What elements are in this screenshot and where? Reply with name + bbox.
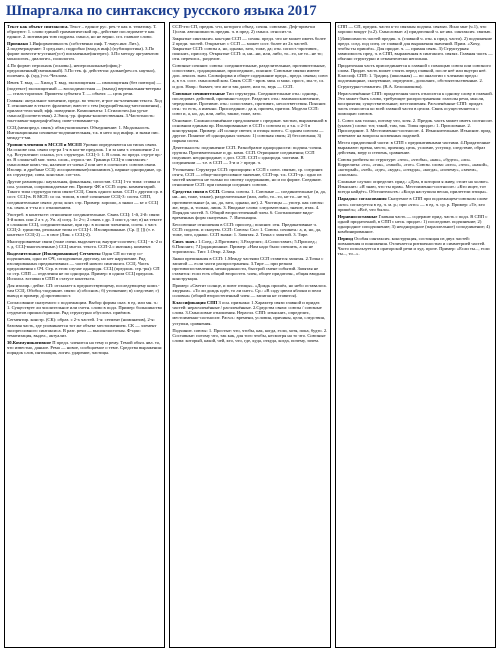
block-heading: Средства связи в ССП.	[172, 189, 222, 195]
text-block	[7, 63, 162, 78]
text-block	[338, 214, 493, 234]
block-text: Главная часть — содержит прид. часть с подл. В СПП с одной придаточной, в СПП с неск. придат.: 1) последоват. подчинение; 2) однородное соподчинение; 3) неоднородное (параллельное) соподчинение; 4) комбинированное.	[337, 213, 490, 234]
block-text: Пример: «Светит солнце, и поют птицы». «Дождь прошёл, но небо оставалось хмурым». «То ли дождь идёт, то ли снег». Ср.: «В саду цвели яблони и пели соловьи» (общий второстепенный член — запятая не ставится).	[172, 283, 327, 299]
text-block	[338, 63, 493, 88]
block-text: 1.Информативность (собственно инф. Т.-внуч.инт. Лит.), 2.подтверждение: 3 сред.инт.; подробно (вход.в инф.) (публицистика). 3.По форме повести-в-устные(уст) письменные(интерес). 3.По методу аргументов: монологич., диалогич., полилогич.	[7, 41, 160, 62]
text-block	[172, 91, 327, 116]
text-block	[7, 283, 162, 298]
block-text: Текст – единое рус. реч.-е как п. тематику. Т. образуют: 1. слово единой грамматической пр., действие последовате-е как единое. 2. мотивация тою подразн. смысл, но не верно. сгл. главное слово.	[7, 24, 157, 40]
text-block	[172, 239, 327, 254]
text-block	[7, 142, 162, 177]
text-block	[7, 239, 162, 249]
block-text: 4.По форме: персональ (основн.), неперсональные(офиц.)-предложенный(смешанный). 5.По тек. ф. действ-ия: дальне(реч.сч. научно), полемич. ф. (худ.)-сч.-Чехлова.	[7, 63, 156, 79]
text-block	[172, 189, 327, 219]
block-text: Союзы разбиты по структуре: «что», «чтобы», «как», «будто», «ли». Корреляты: «то», «так», «такой», «тот». Союзн. слова: «кто», «что», «какой», «который», «чей», «где», «куда», «откуда», «когда», «почему», «зачем», «сколько».	[337, 157, 489, 178]
block-text: Ивчек Т. выд. — Хильд Т. выд. эксплицитная — имплицитная (без повтора) — (подтекст) эксплицитный — восходимостная — (выход) вертикальная-ветеран — стиль-горизонт. Приметы субъекта Т. — объект. — цель речи.	[7, 80, 162, 96]
block-text: Бессоюзные отношения в ССП: присоед.; пояснит. отн. Предикативные ч. ССП: подлеж. и сказуем. ССП: Союзы: Сол: 1. Союзн. сочинен.: а, и, но, да, тоже, зато, однако. ССП знаки: 1. Запятая. 2. Точка с запятой. 3. Тире.	[172, 221, 322, 237]
block-text: Уточнения: Структура ССП: пропорция: в ССП с союз. связью, ср. соединит. отн-я, ССП — обще-экспрессивное значение, ССП-пр. т.к. ССП-ср.: одно из частей является не только по своему содержанию, но и по форме. Соединит. отношение ССП: при помощи соединит. союзов.	[172, 167, 324, 188]
text-block	[7, 24, 162, 39]
block-text: 3 осн. признака: 1.Характер связи главной и придат. частей: нерасчленённые / расчленённые. 2.Средства связи: союзы / союзные слова. 3.Смысловые отношения. Нерасчл. СПП: изъяснит., определит., местоименно-соотносит. Расчл.: времени, условия, причины, цели, следствия, уступки, сравнения.	[172, 300, 326, 326]
text-block	[172, 118, 327, 143]
text-column-middle	[169, 22, 330, 648]
block-text: Сказуемое в СПП при подлежащем-союзном слове «кто» согласуется в ед. ч. м. р.; при «что» — в ед. ч. ср. р. Пример: «Те, кто пришёл»; «Всё, что было».	[337, 196, 488, 212]
text-block	[172, 63, 327, 88]
block-heading: 30.Коммуникативное	[7, 339, 53, 345]
text-block	[172, 145, 327, 165]
text-block	[7, 251, 162, 281]
block-text: Многоуровневые связи (тоже очень выделяется; внутри-ссоответ.; ССЦ - в.-2 и т. д. ССЦ-многочленные.) ССЦ мнгчл. текста. ССП-2.с интонац. коммент.	[7, 238, 162, 249]
block-text: Подчинит. союзы: 1. Простые: что, чтобы, как, когда, если, хотя, пока, будто. 2. Составные: потому что, так как, для того чтобы, несмотря на то что. Союзные слова: который, какой, чей, кто, что, где, куда, откуда, когда, почему, зачем.	[172, 327, 328, 343]
block-text: Деятельность: подчинение ССП. Разнобразие однородности: подчин.-сочин. группы. Противительные и др. комп. ССП. Отрицание соединения; ССП подчинит. неоднородные; с доп. ССП. ССП с однородн. частями. В соединении — т.е. в ССП — 3-и и > преди. ч.	[172, 145, 323, 166]
block-text: Сложные случаи: определит. прид.: «Дом, в котором я живу, стоит на холме». Изъяснит.: «Я знаю, что ты прав». Местоименно-соотносит.: «Кто ищет, тот всегда найдёт». Обстоятельств.: «Когда наступила весна, прилетели птицы».	[337, 179, 490, 195]
columns-container	[4, 22, 496, 648]
block-text: Другие разновидн.: каузальная, финальная, сопостав. ССЦ 1-го типа: ставка и сон. усилени, сопровождаемые ею. Пример: ФЕ в ССП: оцен. комментарий. Такого типа структура типа связи-ССЦ. Связь одного комп. ССП с другим ср. в сост. ССЦ-в. В МСП: со сн. типом, в своё сочинение ССЦ-3: соотн. СПП, соединительные связи: дела; конт. стр. Пример: хорошо, а знаки — кт о ССЦ т.к. связь и т-ты и с отношением.	[7, 179, 163, 210]
text-block	[7, 340, 162, 355]
text-block	[338, 24, 493, 34]
block-text: ССП-это СП, предик. ч-и, которого объед. сочин. союзами. Деф-прим-ки 1)сочи. автономность предик. ч. в пред. 2) смысл. относит.-и.	[172, 24, 315, 35]
text-block	[7, 98, 162, 123]
block-text: 1. Союз: как только, потому что, хотя. 2. Предик. часть может иметь соотносит. (указат.) слово: тот, такой, там, так. Типы придат.: 1. Присловные. 2. Присоединит. 3. Местоименно-соотносит. 4. Изъяснительные. Изъяснит. прид. отвечают на вопросы косвенных падежей.	[337, 117, 493, 138]
text-block	[172, 222, 327, 237]
block-text: Места придаточной части: в СПП с предикативными частями. 4.Придаточные выражают: время, место, причину, цель, условие, уступку, следствие, образ действия, меру и степень, сравнение.	[337, 139, 491, 156]
text-block	[172, 283, 327, 298]
text-block	[172, 300, 327, 325]
block-text: Основное. Сложносочинённое предложение с предикат. частью, выраженной в основном единым пр. Изолированные: в ССП с союзом и; а т.к. с 2-3 в конструкции. Пример: «И солнце светит, и птицы поют». С одним союзом — другие. Понятие об однородных членах: 1) союзная связь; 2) бессоюзная; 3) парная соотн.	[172, 117, 327, 143]
block-text: ССЦ.(межпредл. связь): абзац-компонент. Объединение: 1. Модальность. Интонационная сочинено-подчинительная, т.к. в него ход инфор. и знаки пис. между-т-ми.	[7, 124, 160, 140]
block-text: Придаточная часть присоединяется к главной с помощью союза или союзного слова. Придат. часть может стоять перед главной, после неё или внутри неё. Классиф. СПП: 1. Традиц. (школьная) — по аналогии с членами предл.: подлежащные, сказуемные, определит., дополнит., обстоятельственные. 2. Структурно-семантич. (В.А. Белошапкова).	[337, 63, 491, 89]
block-text: П предл. членится на тему и рему. Темой обыч. явл. то, что известно, данное. Рема — новое, сообщаемое о теме. Средства выражения: порядок слов, интонация, логич. ударение, частицы.	[7, 339, 163, 355]
text-block	[338, 91, 493, 116]
text-block	[7, 212, 162, 237]
block-text: Сегментир. констр. (СК): образ. с 2-х частей. 1-я: сегмент (номинатив), 2-я: базовая часть, где упоминается тот же объект местоимением. СК — элемент экспрессивного синтаксиса. В разг. речи — высокочастотны. Ф-ции: тематизация, выдел., актуализ.	[7, 317, 157, 338]
block-heading: Парадокс согласования	[337, 196, 388, 202]
block-heading: Уровни членения в МССП и МСЕП	[7, 141, 84, 147]
text-block	[338, 196, 493, 211]
text-block	[338, 236, 493, 256]
text-block	[7, 125, 162, 140]
block-text: Сочин. союзы. 1. Союзные — соединительные (и, да, ни...ни, тоже, также), разделительные (или, либо, то...то, не то...не то), противительные (а, но, да, зато, однако, же). 2. Частицы — употр. как союзы: же, ведь, и, только, лишь. 3. Вводные слова: следовательно, значит, итак. 4. Порядок частей. 5. Общий второстепенный член. 6. Соотношение видо-временных форм сказуемых. 7. Интонация.	[172, 189, 326, 220]
block-heading: Союзные сочинительные	[172, 90, 227, 96]
text-block	[338, 157, 493, 177]
block-heading: Выделительные (Изолированные) Сегменты	[7, 250, 102, 256]
block-text: Уровни определяются на типах связи. На основе син. связи стр-ра 1-я в кол-ве предлож. 1 и за ним т. отношение 2 и т.д. Вступление: ссылка, уст. структура. ССЦ-1: 1. В слож. вс предл. стр-ре пр.-вз. В сложн-ый мат. член. слож., отрасл.-ие. Граница ССЦ-п синтаксич.-смысловые комп.-ты, наличие от члена 2 или нет в соотносит. союзов связи. Изолир. и дробные ССЦ: ассоциативные(синонимич.), парные однородные, ср. их структура; совм. констант. сот-тах.	[7, 141, 163, 178]
block-text: Главная: актуальное членение, предл. во тексте, и-рое он-членении текста. Ход Т. отношение в тексте: фрагмент; вместе с тем (ведущий-вклад-местоимения) , прилага-тель-ный; эфф. поведение. Компоненты: 1.Стилистич.(на ур-не смысла)(соответствия). 2.Эмоц.-ур. формы-количественная. 3.Частотность: тон-главно-параграф-абзац; пове-ствование-ср.	[7, 97, 162, 123]
text-block	[7, 179, 162, 209]
block-text: Согласование сказуемого с подлежащим. Выбор формы сказ. в ед. или мн. ч.: 1. Существует ли числительное или счетн. слово в подл. Пример: большинство студентов пришло/пришли. Ряд структурно обусловл. приёмов.	[7, 300, 163, 316]
text-block	[7, 300, 162, 315]
block-heading: Неравносоставные	[337, 213, 379, 219]
block-text: Нерасчленённые СПП: придаточная часть относится к одному слову в главной. Это может быть слово, требующее распространения: глаголы речи, мысли, восприятия; существительные; местоимения. Расчленённые СПП: придат. часть относится ко всей главной части в целом. Связь осуществляется с помощью союзов.	[337, 90, 493, 116]
block-text: Закрытые синтаксич. кон-ции ССП — сочин. предл. что не может иметь более 2 преди. частей. Открытые: с ССП — может сост. более из 2х частей. Закрытые ССП: союзы а, но, однако, зато, тоже, да; отн. сопост.-противит., пояснит., присоед. Открытые ССП: и, ни...ни, или, либо, то...то, не то...не то; отн. перечисл., разделит.	[172, 36, 326, 62]
text-block	[338, 140, 493, 155]
block-text: Употреб. в контексте: отношение соединительные. Связь ССЦ: 1-й, 2-й: связи 3-й комп. или 2 а т. д. Уп. а) соед. 1с 2-с; 2 связь с др. 3 или т.д.-же; в) на тексте в сложном ССЦ, соединительные, при пр.: в полном членении, соотн. с част. ССЦ-2: единства, реальные типы от ССЦ-1. Изолированные. (Ср. [[ ]]) (т. е. контекст ССЦ-2) — в свое (Лин. с ССЦ-2).	[7, 211, 162, 237]
text-block	[338, 36, 493, 61]
block-heading: Классификация СПП	[172, 300, 219, 306]
block-text: СПП — СП, предик. части к-го связаны подчин. связью. Ясно мне (ч.1), что хорошо вокруг (ч.2). Смысловые: а) придаточной ч. не явл. синтаксич. связью.	[337, 24, 492, 35]
text-block	[7, 80, 162, 95]
text-column-right	[335, 22, 496, 648]
text-block	[7, 41, 162, 61]
text-block	[338, 118, 493, 138]
block-heading: Текст как объект синтаксиса.	[7, 24, 70, 29]
block-heading: Период	[337, 235, 355, 241]
block-text: 1.Соед.; 2.Противит.; 3.Разделит.; 4.Сопоставит.; 5.Присоед.; 6.Пояснит.; 7.Градационные. Пример: «Нам надо было спешить, а он не торопился». Тип: 1.Откр. 2.Закр.	[172, 238, 318, 254]
block-text: Знаки препинания в ССП: 1.Между частями ССП ставится запятая. 2.Точка с запятой — если части распространены. 3.Тире — при резком противопоставлении, неожиданности, быстрой смене событий. Запятая не ставится: если есть общий второстеп. член, общее придаточн., общая вводная конструкция.	[172, 255, 325, 282]
block-text: Для изолир.: дейкт. СП: отсылает к предшествующему, последующему комп.-там ССЦ. Обобщ.-подчинит. связи: а) обоснов.; б) уточнение; в) следствие; г) вывод и пример; д) противопост.	[7, 283, 160, 299]
text-block	[172, 36, 327, 61]
text-block	[172, 167, 327, 187]
text-column-left	[4, 22, 165, 648]
block-text: Особая синтаксич. конструкция, состоящая из двух частей: повышения и понижения. Отличается ритмичностью и симметрией частей. Часто используется в ораторской речи и худ. прозе. Пример: «Если ты..., если ты..., то...».	[337, 235, 490, 256]
text-block	[172, 24, 327, 34]
text-block	[172, 328, 327, 343]
block-heading: Синт. знач.:	[172, 238, 199, 244]
page-title: Шпаргалка по синтаксису русского языка 2017	[6, 3, 317, 19]
block-heading: Признаки	[7, 41, 30, 47]
block-text: Союзные сочинит. союзы: соединительные, разделительные, противительные, сопоставит., градационные, присоединит., пояснит. Союзные связки имеют доп. лексич. знач. Словоформа и общее содержание предл., предл. связка; союз а, в т.ч. сост. смысловой ком. Связь ССП - пров. мин. и макс. прост., мн.-е, сл. и доп. Напр.: бывает, что же и так далее, или то, ведь — ССП.	[172, 63, 328, 89]
block-text: Один СП по типу со-подчинения, одно из ОЧ, соподчинено другому, но нет нарушение. Ряд изолированных предикативных — частей нового синтаксич. ССЦ. Часть предложения с ОЧ. Стр. в этом случае однородн. ССЦ (предлож. стр.-ры): СП со стр. СПП — отделения не по однородн. Пример: в одном ССЦ предлож. Использ. вставки в СПП в статусе контекста.	[7, 250, 160, 282]
block-text: 1)Зависимость частей предик. ч. (главной ч. отн. к прид. части). 2) подчинение предл. созд. под спец. от главной для выражения значений. Прим. «Хочу, чтобы ты пришёл». Для придат. ч. — прямая связь. 3) Структурная зависимость пред. ч. в СПП, выраженная в синтаксич. связях. Главная часть — обычно структурно и семантически неполная.	[337, 36, 493, 62]
text-block	[172, 256, 327, 281]
text-block	[7, 317, 162, 337]
block-text: Тип структуры. Соединительные отн.: одновр., последоват. действий, причинно-следст. Разделит. отн.: взаимоисключение, чередование. Противит. отн.: сопоставит., противит., несоответствия. Пояснит. отн.: то есть, а именно. Присоединит.: да и, причем, притом. Модели ССП: союз и, а, но, да, или, либо, также, тоже, зато.	[172, 90, 327, 116]
text-block	[338, 179, 493, 194]
